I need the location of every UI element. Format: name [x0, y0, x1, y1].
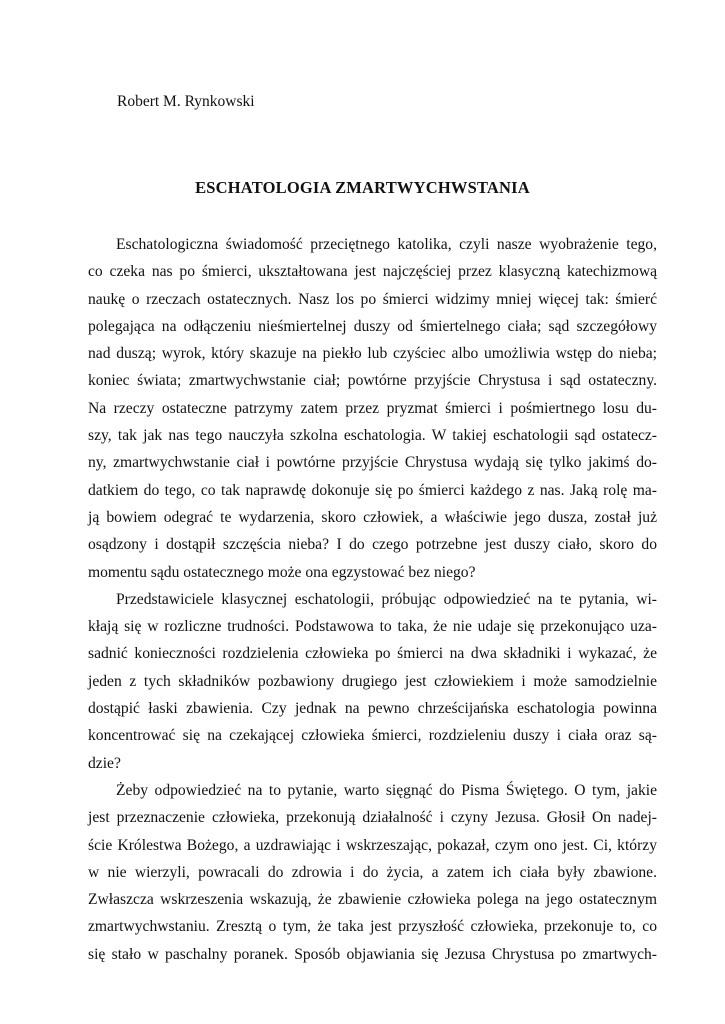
paragraph-line: koncentrować się na czekającej człowieka śmierci, rozdzieleniu duszy i ciała oraz są- [88, 727, 657, 745]
paragraph-line: dzie? [88, 754, 121, 772]
paragraph-line: zmartwychwstaniu. Zresztą o tym, że taka jest przyszłość człowieka, przekonuje to, co [88, 918, 657, 936]
paragraph-line: polegająca na odłączeniu nieśmiertelnej duszy od śmiertelnego ciała; sąd szczegółowy [88, 317, 657, 335]
body-text [88, 231, 657, 968]
paragraph-line: datkiem do tego, co tak naprawdę dokonuje się po śmierci każdego z nas. Jaką rolę ma- [88, 481, 657, 499]
paragraph-line: momentu sądu ostatecznego może ona egzystować bez niego? [88, 563, 476, 581]
paragraph-line: szy, tak jak nas tego nauczyła szkolna eschatologia. W takiej eschatologii sąd ostatecz- [88, 427, 657, 445]
paragraph [88, 586, 657, 777]
paragraph-line: ją bowiem odegrać te wydarzenia, skoro człowiek, a właściwie jego dusza, został już [88, 508, 657, 526]
paragraph-line: sadnić konieczności rozdzielenia człowieka po śmierci na dwa składniki i wykazać, że [88, 645, 657, 663]
paragraph-line: koniec świata; zmartwychwstanie ciał; powtórne przyjście Chrystusa i sąd ostateczny. [88, 372, 657, 390]
paragraph-line: jest przeznaczenie człowieka, przekonują działalność i czyny Jezusa. Głosił On nadej- [88, 809, 657, 827]
paragraph-line: kłają się w rozliczne trudności. Podstawowa to taka, że nie udaje się przekonująco uza- [88, 618, 657, 636]
paragraph-line: ście Królestwa Bożego, a uzdrawiając i wskrzeszając, pokazał, czym ono jest. Ci, którzy [88, 836, 657, 854]
document-title: ESCHATOLOGIA ZMARTWYCHWSTANIA [195, 178, 530, 197]
paragraph-line: jeden z tych składników pozbawiony drugiego jest człowiekiem i może samodzielnie [88, 672, 657, 690]
paragraph-line: Przedstawiciele klasycznej eschatologii, próbując odpowiedzieć na te pytania, wi- [116, 590, 657, 608]
paragraph [88, 777, 657, 968]
author-name: Robert M. Rynkowski [117, 93, 255, 110]
paragraph-line: nad duszą; wyrok, który skazuje na piekło lub czyściec albo umożliwia wstęp do nieba; [88, 345, 657, 363]
paragraph-line: ny, zmartwychwstanie ciał i powtórne przyjście Chrystusa wydają się tylko jakimś do- [88, 454, 657, 472]
paragraph-line: Zwłaszcza wskrzeszenia wskazują, że zbawienie człowieka polega na jego ostatecznym [88, 891, 657, 909]
paragraph-line: Na rzeczy ostateczne patrzymy zatem przez pryzmat śmierci i pośmiertnego losu du- [88, 399, 657, 417]
paragraph-line: dostąpić łaski zbawienia. Czy jednak na pewno chrześcijańska eschatologia powinna [88, 700, 657, 718]
paragraph-line: w nie wierzyli, powracali do zdrowia i do życia, a zatem ich ciała były zbawione. [88, 863, 657, 881]
paragraph [88, 231, 657, 586]
paragraph-line: co czeka nas po śmierci, ukształtowana jest najczęściej przez klasyczną katechizmową [88, 263, 657, 281]
paragraph-line: Żeby odpowiedzieć na to pytanie, warto sięgnąć do Pisma Świętego. O tym, jakie [116, 781, 657, 799]
paragraph-line: Eschatologiczna świadomość przeciętnego katolika, czyli nasze wyobrażenie tego, [116, 236, 657, 253]
paragraph-line: się stało w paschalny poranek. Sposób objawiania się Jezusa Chrystusa po zmartwych- [88, 945, 657, 963]
paragraph-line: osądzony i dostąpił szczęścia nieba? I do czego potrzebne jest duszy ciało, skoro do [88, 536, 657, 554]
paragraph-line: naukę o rzeczach ostatecznych. Nasz los po śmierci widzimy mniej więcej tak: śmierć [88, 290, 657, 308]
